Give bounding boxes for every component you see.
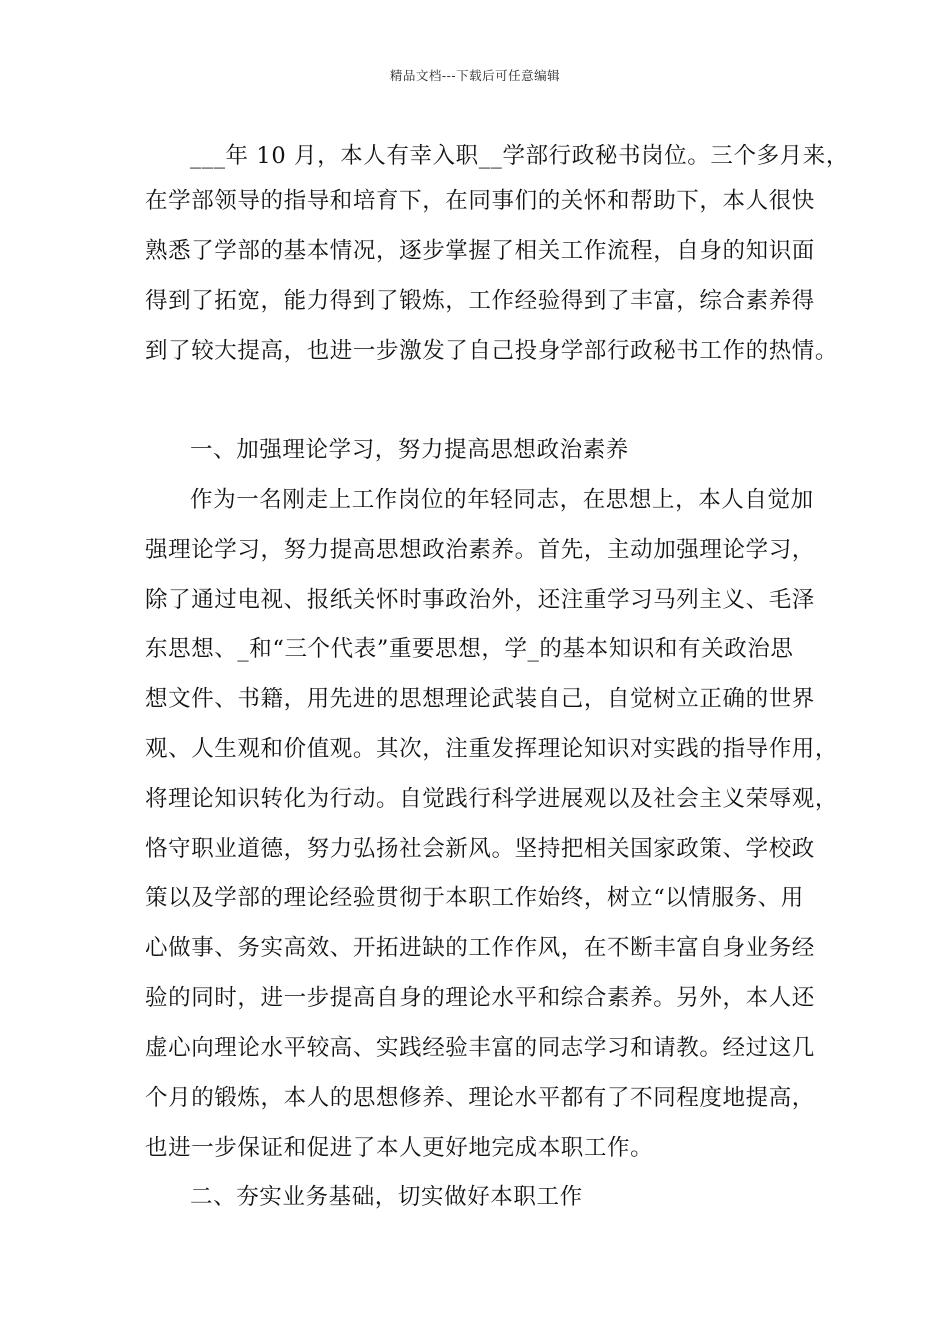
page-header: 精品文档---下载后可任意编辑 — [389, 68, 561, 83]
paragraph-line: 到了较大提高，也进一步激发了自己投身学部行政秘书工作的热情。 — [145, 338, 839, 364]
paragraph-line: 将理论知识转化为行动。自觉践行科学进展观以及社会主义荣辱观， — [145, 786, 839, 812]
paragraph-line: 策以及学部的理论经验贯彻于本职工作始终，树立“以情服务、用 — [145, 885, 804, 911]
paragraph-line: 想文件、书籍，用先进的思想理论武装自己，自觉树立正确的世界 — [145, 686, 815, 712]
paragraph-line: 强理论学习，努力提高思想政治素养。首先，主动加强理论学习， — [145, 537, 815, 563]
section-heading: 一、加强理论学习，努力提高思想政治素养 — [190, 437, 629, 463]
paragraph-line: 得到了拓宽，能力得到了锻炼，工作经验得到了丰富，综合素养得 — [145, 288, 815, 314]
paragraph-line: 恪守职业道德，努力弘扬社会新风。坚持把相关国家政策、学校政 — [145, 836, 815, 862]
paragraph-line: 验的同时，进一步提高自身的理论水平和综合素养。另外，本人还 — [145, 985, 815, 1011]
paragraph-line: 作为一名刚走上工作岗位的年轻同志，在思想上，本人自觉加 — [190, 487, 814, 513]
paragraph-line: 观、人生观和价值观。其次，注重发挥理论知识对实践的指导作用， — [145, 736, 839, 762]
paragraph-line: ___年 10 月，本人有幸入职__学部行政秘书岗位。三个多月来， — [190, 143, 849, 169]
paragraph-line: 除了通过电视、报纸关怀时事政治外，还注重学习马列主义、毛泽 — [145, 587, 815, 613]
paragraph-line: 在学部领导的指导和培育下，在同事们的关怀和帮助下，本人很快 — [145, 188, 815, 214]
section-heading: 二、夯实业务基础，切实做好本职工作 — [190, 1184, 583, 1210]
paragraph-line: 东思想、_和“三个代表”重要思想，学_的基本知识和有关政治思 — [145, 636, 794, 662]
paragraph-line: 虚心向理论水平较高、实践经验丰富的同志学习和请教。经过这几 — [145, 1035, 815, 1061]
paragraph-line: 也进一步保证和促进了本人更好地完成本职工作。 — [145, 1135, 654, 1161]
paragraph-line: 心做事、务实高效、开拓进缺的工作作风，在不断丰富自身业务经 — [145, 935, 815, 961]
paragraph-line: 熟悉了学部的基本情况，逐步掌握了相关工作流程，自身的知识面 — [145, 238, 815, 264]
paragraph-line: 个月的锻炼，本人的思想修养、理论水平都有了不同程度地提高， — [145, 1085, 815, 1111]
